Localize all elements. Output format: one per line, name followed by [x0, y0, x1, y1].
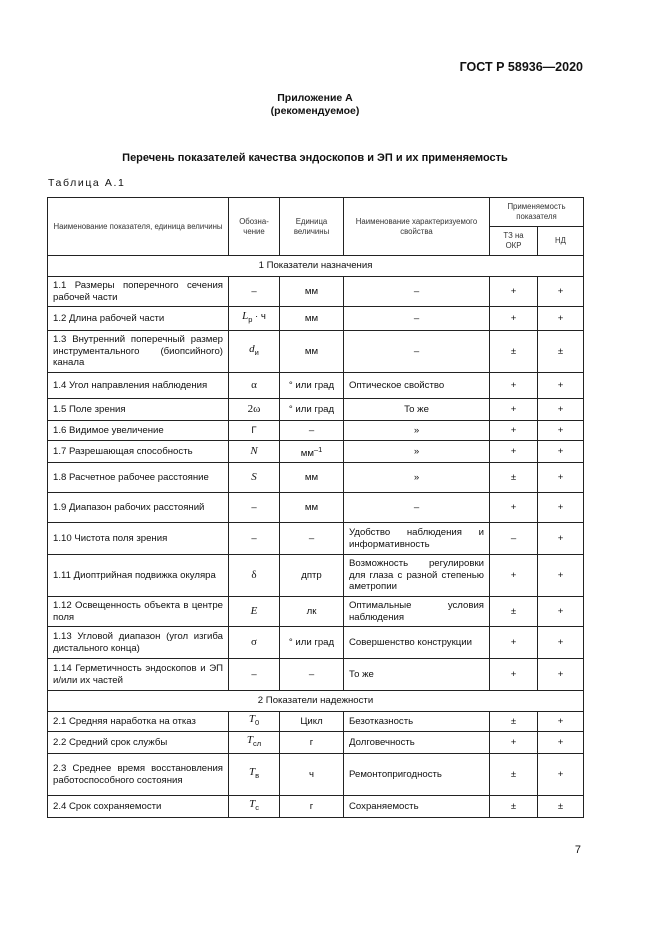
unit-text: г [309, 736, 314, 748]
characteristic: – [344, 277, 490, 307]
applicability-nd: ± [538, 331, 584, 373]
applicability-nd: + [538, 523, 584, 555]
unit-text: мм [304, 345, 319, 357]
applicability-nd: + [538, 597, 584, 627]
table-row [48, 399, 584, 421]
characteristic: Безотказность [344, 712, 490, 732]
applicability-tz: ± [490, 597, 538, 627]
characteristic: Сохраняемость [344, 796, 490, 818]
indicator-unit [280, 659, 344, 691]
symbol-main: S [251, 470, 257, 483]
applicability-tz: + [490, 441, 538, 463]
applicability-nd: + [538, 373, 584, 399]
indicator-unit [280, 627, 344, 659]
applicability-nd: + [538, 659, 584, 691]
indicator-unit [280, 399, 344, 421]
symbol-main: T [249, 798, 256, 811]
page-number: 7 [574, 844, 581, 856]
characteristic: Оптическое свойство [344, 373, 490, 399]
table-row [48, 627, 584, 659]
indicator-symbol [229, 796, 280, 818]
table-row [48, 732, 584, 754]
indicator-unit [280, 732, 344, 754]
applicability-nd: + [538, 421, 584, 441]
table-label: Таблица А.1 [48, 177, 126, 189]
unit-text: дптр [301, 569, 322, 581]
applicability-nd: + [538, 732, 584, 754]
indicator-name: 2.1 Средняя наработка на отказ [48, 712, 229, 732]
symbol-main: σ [251, 635, 257, 648]
characteristic: Ремонтопригодность [344, 754, 490, 796]
applicability-nd: ± [538, 796, 584, 818]
unit-text: мм [304, 312, 319, 324]
indicator-unit [280, 493, 344, 523]
applicability-tz: + [490, 555, 538, 597]
symbol-main: T [248, 766, 256, 779]
indicator-name: 1.9 Диапазон рабочих расстояний [48, 493, 229, 523]
indicator-name: 1.4 Угол направления наблюдения [48, 373, 229, 399]
applicability-tz: + [490, 421, 538, 441]
section-title: 2 Показатели надежности [48, 691, 584, 712]
indicator-symbol [229, 493, 280, 523]
table-row [48, 441, 584, 463]
characteristic: Возможность регулировки для глаза с разной степенью аметропии [344, 555, 490, 597]
applicability-tz: + [490, 277, 538, 307]
applicability-tz: – [490, 523, 538, 555]
symbol-main: – [251, 501, 257, 513]
symbol-subscript: в [255, 771, 260, 781]
unit-superscript: –1 [313, 444, 323, 454]
unit-text: – [308, 532, 315, 544]
section-title: 1 Показатели назначения [48, 256, 584, 277]
indicator-symbol [229, 732, 280, 754]
header-nd: НД [538, 227, 584, 256]
applicability-tz: ± [490, 331, 538, 373]
indicator-name: 1.1 Размеры поперечного сечения рабочей части [48, 277, 229, 307]
indicator-name: 1.7 Разрешающая способность [48, 441, 229, 463]
indicator-unit [280, 307, 344, 331]
table-body [48, 256, 584, 818]
table-row [48, 493, 584, 523]
table-row [48, 555, 584, 597]
annex-heading [0, 92, 630, 118]
applicability-nd: + [538, 441, 584, 463]
symbol-main: N [250, 444, 258, 457]
indicator-symbol [229, 373, 280, 399]
applicability-nd: + [538, 555, 584, 597]
indicator-symbol [229, 712, 280, 732]
indicator-symbol [229, 463, 280, 493]
indicator-name: 2.4 Срок сохраняемости [48, 796, 229, 818]
symbol-main: – [251, 285, 257, 297]
list-title: Перечень показателей качества эндоскопов и ЭП и их применяемость [122, 152, 508, 164]
applicability-tz: ± [490, 796, 538, 818]
section-row [48, 691, 584, 712]
applicability-tz: ± [490, 712, 538, 732]
indicator-symbol [229, 627, 280, 659]
indicators-table [47, 197, 584, 818]
table-row [48, 712, 584, 732]
table-row [48, 373, 584, 399]
indicator-unit [280, 796, 344, 818]
indicator-name: 1.2 Длина рабочей части [48, 307, 229, 331]
applicability-tz: + [490, 732, 538, 754]
applicability-nd: + [538, 712, 584, 732]
table-row [48, 597, 584, 627]
indicator-symbol [229, 331, 280, 373]
unit-text: ° или град [288, 379, 335, 391]
applicability-tz: ± [490, 754, 538, 796]
characteristic: – [344, 331, 490, 373]
table-row [48, 307, 584, 331]
standard-number: ГОСТ Р 58936—2020 [459, 60, 583, 74]
indicator-unit [280, 597, 344, 627]
table-row [48, 463, 584, 493]
indicator-name: 2.2 Средний срок службы [48, 732, 229, 754]
indicator-symbol [229, 399, 280, 421]
indicator-name: 1.12 Освещенность объекта в центре поля [48, 597, 229, 627]
header-tz: ТЗ на ОКР [490, 227, 538, 256]
symbol-main: E [250, 604, 258, 617]
characteristic: То же [344, 399, 490, 421]
indicator-unit [280, 754, 344, 796]
table-row [48, 523, 584, 555]
unit-text: ° или град [288, 403, 335, 415]
symbol-subscript: и [254, 348, 259, 358]
symbol-main: T [248, 713, 255, 726]
symbol-main: – [251, 668, 257, 680]
symbol-main: 2ω [247, 402, 261, 415]
header-applicability: Применяемость показателя [490, 198, 584, 227]
unit-text: ° или град [288, 636, 335, 648]
characteristic: Совершенство конструкции [344, 627, 490, 659]
indicator-symbol [229, 659, 280, 691]
characteristic: Удобство наблюдения и информативность [344, 523, 490, 555]
applicability-tz: + [490, 493, 538, 523]
symbol-main: T [246, 734, 253, 747]
applicability-tz: ± [490, 463, 538, 493]
characteristic: – [344, 493, 490, 523]
symbol-subscript: 0 [254, 718, 260, 728]
applicability-nd: + [538, 307, 584, 331]
indicator-unit [280, 523, 344, 555]
characteristic: » [344, 421, 490, 441]
symbol-main: d [249, 343, 255, 356]
applicability-nd: + [538, 754, 584, 796]
indicator-unit [280, 421, 344, 441]
indicator-name: 1.14 Герметичность эндоскопов и ЭП и/или их частей [48, 659, 229, 691]
header-symbol: Обозна-чение [229, 198, 280, 256]
symbol-main: L [242, 310, 249, 323]
symbol-suffix: · ч [252, 311, 266, 323]
indicator-symbol [229, 523, 280, 555]
symbol-subscript: р [248, 315, 253, 325]
unit-text: мм [304, 471, 319, 483]
applicability-nd: + [538, 463, 584, 493]
unit-text: Цикл [300, 715, 323, 727]
applicability-nd: + [538, 627, 584, 659]
indicator-symbol [229, 277, 280, 307]
table-row [48, 754, 584, 796]
unit-text: – [308, 424, 315, 436]
applicability-tz: + [490, 307, 538, 331]
indicator-unit [280, 331, 344, 373]
indicator-name: 1.13 Угловой диапазон (угол изгиба дистального конца) [48, 627, 229, 659]
indicator-symbol [229, 421, 280, 441]
header-unit: Единица величины [280, 198, 344, 256]
annex-title: Приложение А [277, 92, 353, 104]
indicator-name: 1.3 Внутренний поперечный размер инструментального (биопсийного) канала [48, 331, 229, 373]
indicator-symbol [229, 307, 280, 331]
indicator-unit [280, 463, 344, 493]
indicator-symbol [229, 597, 280, 627]
characteristic: » [344, 463, 490, 493]
applicability-nd: + [538, 277, 584, 307]
applicability-nd: + [538, 399, 584, 421]
symbol-main: δ [251, 568, 257, 581]
unit-text: мм [300, 447, 314, 459]
characteristic: Оптимальные условия наблюдения [344, 597, 490, 627]
applicability-tz: + [490, 373, 538, 399]
unit-text: ч [309, 768, 314, 780]
indicator-symbol [229, 754, 280, 796]
indicator-unit [280, 712, 344, 732]
indicator-unit [280, 277, 344, 307]
symbol-main: – [251, 532, 257, 544]
characteristic: – [344, 307, 490, 331]
applicability-tz: + [490, 399, 538, 421]
characteristic: То же [344, 659, 490, 691]
table-row [48, 421, 584, 441]
unit-text: г [309, 800, 314, 812]
indicator-name: 1.6 Видимое увеличение [48, 421, 229, 441]
indicator-unit [280, 555, 344, 597]
indicator-name: 1.10 Чистота поля зрения [48, 523, 229, 555]
indicator-unit [280, 373, 344, 399]
table-row [48, 277, 584, 307]
indicator-symbol [229, 555, 280, 597]
symbol-subscript: с [255, 803, 259, 813]
indicator-symbol [229, 441, 280, 463]
annex-subtitle: (рекомендуемое) [270, 105, 360, 117]
indicator-name: 1.5 Поле зрения [48, 399, 229, 421]
header-name: Наименование показателя, единица величины [48, 198, 229, 256]
table-row [48, 331, 584, 373]
unit-text: мм [304, 501, 319, 513]
section-row [48, 256, 584, 277]
unit-text: мм [304, 285, 319, 297]
characteristic: Долговечность [344, 732, 490, 754]
applicability-tz: + [490, 627, 538, 659]
symbol-main: α [251, 378, 257, 391]
indicator-name: 1.11 Диоптрийная подвижка окуляра [48, 555, 229, 597]
symbol-main: Г [251, 424, 257, 436]
table-row [48, 659, 584, 691]
header-characteristic: Наименование характеризуемого свойства [344, 198, 490, 256]
unit-text: лк [306, 605, 317, 617]
applicability-tz: + [490, 659, 538, 691]
unit-text: – [308, 668, 315, 680]
indicator-name: 2.3 Среднее время восстановления работоспособного состояния [48, 754, 229, 796]
indicator-name: 1.8 Расчетное рабочее расстояние [48, 463, 229, 493]
indicator-unit [280, 441, 344, 463]
characteristic: » [344, 441, 490, 463]
table-row [48, 796, 584, 818]
applicability-nd: + [538, 493, 584, 523]
symbol-subscript: сл [252, 739, 262, 749]
